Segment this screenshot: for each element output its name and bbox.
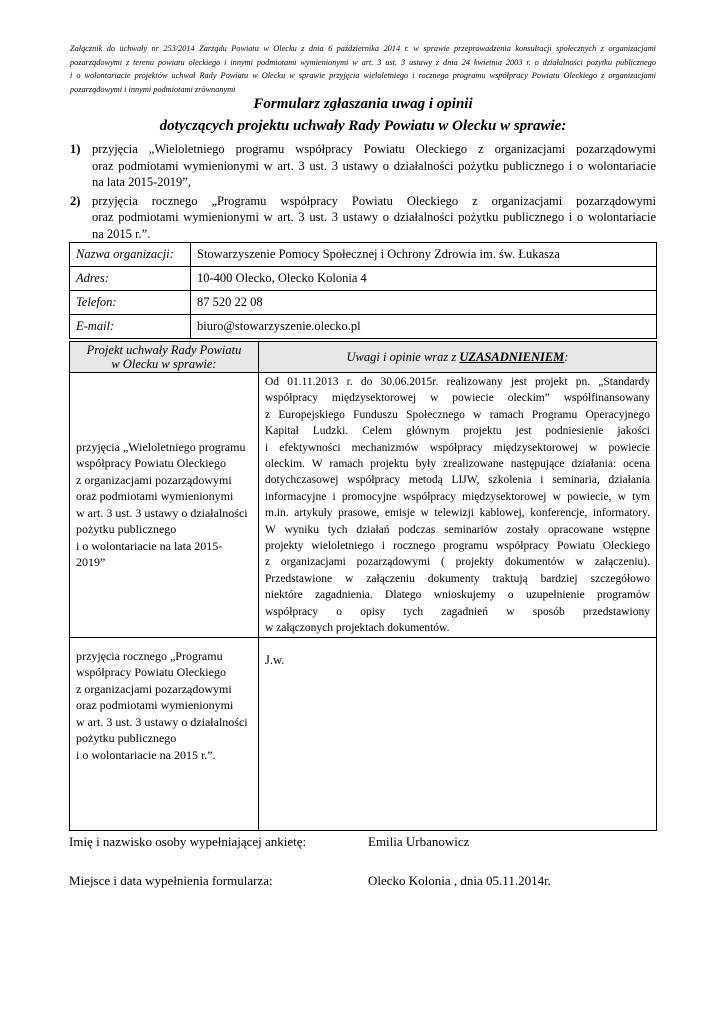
table-row [70, 637, 657, 830]
project-line: oraz podmiotami wymienionymi [76, 698, 234, 712]
organization-name-label: Nazwa organizacji: [70, 243, 191, 267]
subject-line: na 2015 r.”. [92, 226, 151, 241]
subject-item [70, 193, 656, 243]
comments-header-prefix: Uwagi i opinie wraz z [346, 350, 460, 364]
comment-line: dotychczasowej współpracy metodą LIJW, szkolenia i seminaria, działania [265, 474, 650, 487]
subject-number: 1) [70, 142, 81, 156]
header-note-line: i o wolontariacie projektów uchwał Rady Powiatu w Olecku w sprawie przyjęcia wieloletniego i rocznego programu współpracy Powiatu Oleckiego z organizacjami [70, 71, 656, 80]
project-line: w art. 3 ust. 3 ustawy o działalności [76, 505, 248, 520]
project-line: z organizacjami pozarządowymi [76, 472, 232, 487]
header-note [70, 42, 656, 96]
comment-line: Od 01.11.2013 r. do 30.06.2015r. realizowany jest projekt pn. „Standardy [265, 376, 650, 388]
comment-line: projekty wieloletniego i rocznego programu współpracy Powiatu Oleckiego [265, 540, 650, 553]
place-date-label: Miejsce i data wypełnienia formularza: [69, 873, 273, 888]
project-line: w art. 3 ust. 3 ustawy o działalności [76, 714, 248, 729]
form-title: Formularz zgłaszania uwag i opinii [253, 96, 473, 112]
person-value: Emilia Urbanowicz [368, 834, 470, 849]
project-line: i o wolontariacie na 2015 r.”. [76, 747, 216, 762]
project-line: oraz podmiotami wymienionymi [76, 489, 234, 504]
subject-line: przyjęcia „Wieloletniego programu współpracy Powiatu Oleckiego z organizacjami pozarządowymi [92, 142, 656, 156]
header-note-line: Załącznik do uchwały nr 253/2014 Zarządu Powiatu w Olecku z dnia 6 października 2014 r. w sprawie przeprowadzenia konsultacji społecznych z organizacjami [70, 44, 656, 53]
phone-row [70, 291, 657, 315]
comments-column-header [259, 342, 657, 373]
project-line: i o wolontariacie na lata 2015- [76, 538, 223, 553]
address-label: Adres: [70, 267, 191, 291]
comments-header-emphasis: UZASADNIENIEM [459, 350, 565, 364]
organization-name-value: Stowarzyszenie Pomocy Społecznej i Ochrony Zdrowia im. św. Łukasza [191, 243, 657, 267]
project-line: 2019” [76, 555, 106, 570]
project-line: pożytku publicznego [76, 731, 177, 745]
subject-number: 2) [70, 193, 81, 208]
project-header-line: w Olecku w sprawie: [111, 357, 217, 371]
form-table [69, 242, 657, 339]
comment-line: z organizacjami pozarządowymi ( projekty dokumentów w załączeniu). [265, 556, 650, 569]
comment-line: oleckim. W ramach projektu były zrealizowane następujące działania: ocena [265, 458, 650, 471]
place-date-value: Olecko Kolonia , dnia 05.11.2014r. [368, 873, 551, 888]
comment-line: i efektywności mechanizmów współpracy międzysektorowej w powiecie [265, 441, 650, 454]
comment-line: Kapitał Ludzki. Celem głównym projektu jest podniesienie jakości [265, 425, 650, 438]
subject-item [70, 141, 656, 191]
subject-line: oraz podmiotami wymienionymi w art. 3 ust. 3 ustawy o działalności pożytku publicznego i o wolontariacie [92, 158, 656, 173]
person-label: Imię i nazwisko osoby wypełniającej ankietę: [69, 834, 307, 849]
subject-line: oraz podmiotami wymienionymi w art. 3 ust. 3 ustawy o działalności pożytku publicznego i o wolontariacie [92, 210, 656, 224]
address-value: 10-400 Olecko, Olecko Kolonia 4 [191, 267, 657, 291]
form-subtitle: dotyczących projektu uchwały Rady Powiatu w Olecku w sprawie: [159, 118, 567, 134]
phone-label: Telefon: [70, 291, 191, 315]
email-label: E-mail: [70, 315, 191, 339]
comments-table [69, 341, 657, 831]
email-row [70, 315, 657, 339]
comment-line: współpracy międzysektorowej w powiecie oleckim” współfinansowany [265, 392, 650, 405]
phone-value: 87 520 22 08 [191, 291, 657, 315]
project-line: współpracy Powiatu Oleckiego [76, 665, 226, 679]
subject-line: na lata 2015-2019”, [92, 175, 191, 189]
table-row [70, 373, 657, 638]
address-row [70, 267, 657, 291]
comment-cell [259, 373, 657, 638]
comment-line: w załączonych projektach dokumentów. [265, 622, 450, 635]
email-value: biuro@stowarzyszenie.olecko.pl [191, 315, 657, 339]
project-column-header [70, 342, 259, 373]
comment-line: współpracy o opisy tych zagadnień w sposób przedstawiony [265, 605, 650, 618]
subject-list [70, 141, 656, 244]
project-header-line: Projekt uchwały Rady Powiatu [86, 343, 242, 357]
comments-header-suffix: : [564, 350, 569, 364]
project-cell [70, 637, 259, 830]
project-line: pożytku publicznego [76, 522, 177, 537]
organization-name-row [70, 243, 657, 267]
project-line: przyjęcia rocznego „Programu [76, 648, 223, 663]
comment-line: z Europejskiego Funduszu Społecznego w ramach Programu Operacyjnego [265, 408, 650, 421]
header-note-line: pozarządowymi i innymi podmiotami zrównanymi [70, 84, 236, 94]
project-cell [70, 373, 259, 638]
comment-line: niektóre zagadnienia. Dlatego wnioskujemy o uzupełnienie programów [265, 589, 650, 602]
comment-line: informacyjne i promocyjne współpracy międzysektorowej w powiecie, w tym [265, 490, 650, 503]
comment-line: m.in. artykuły prasowe, emisje w telewizji kablowej, konferencje, informatory. [265, 507, 650, 520]
project-line: z organizacjami pozarządowymi [76, 681, 232, 696]
comment-line: J.w. [265, 652, 285, 667]
project-line: przyjęcia „Wieloletniego programu [76, 439, 246, 454]
comment-line: W wyniku tych działań podczas seminariów zostały opracowane wstępne [265, 523, 650, 536]
header-note-line: pozarządowymi z terenu powiatu oleckiego i innymi podmiotami wymienionymi w art. 3 ust. 3 ustawy z dnia 24 kwietnia 2003 r. o działalności pożytku publicznego [70, 57, 656, 67]
comments-header-row [70, 342, 657, 373]
comment-line: Przedstawione w załączeniu dokumenty traktują bardziej szczegółowo [265, 572, 650, 585]
project-line: współpracy Powiatu Oleckiego [76, 456, 226, 471]
subject-line: przyjęcia rocznego „Programu współpracy Powiatu Oleckiego z organizacjami pozarządowymi [92, 193, 656, 208]
comment-cell [259, 637, 657, 830]
